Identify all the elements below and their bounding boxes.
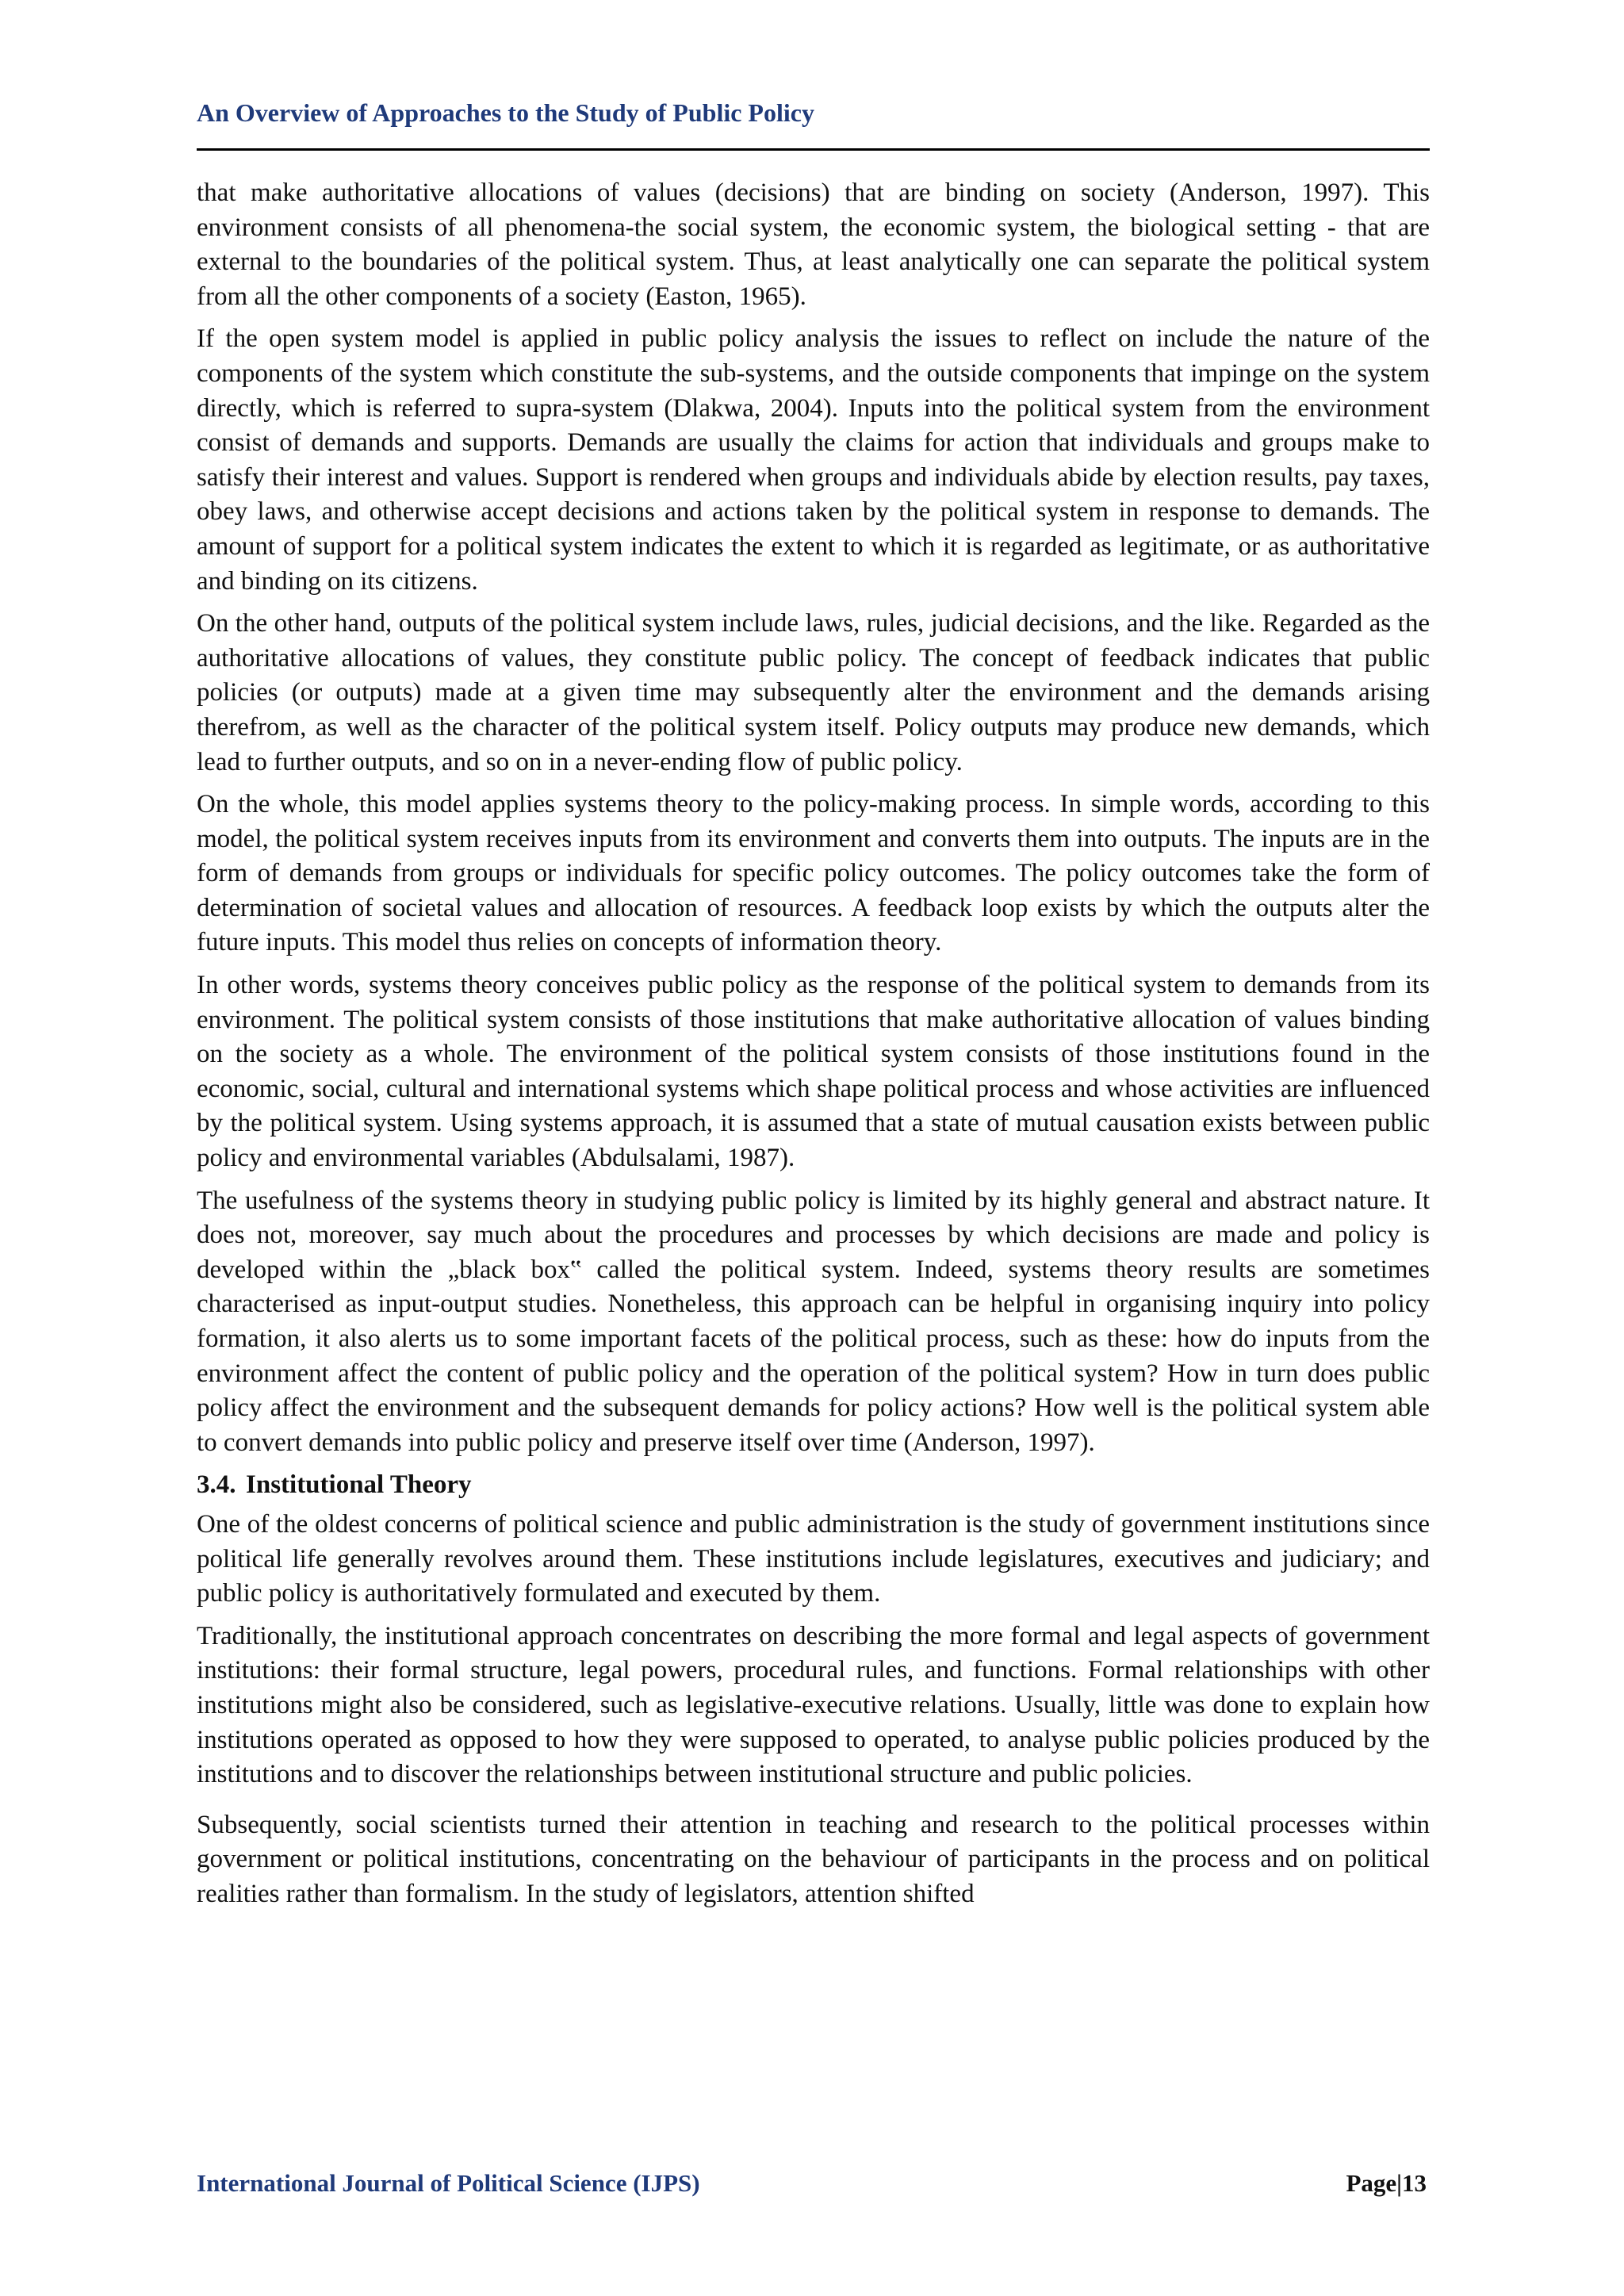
paragraph: In other words, systems theory conceives public policy as the response of the political system to demands from its environment. The political system consists of those institutions that make authoritative allocation of values binding on the society as a whole. The environment of the political system consists of those institutions found in the economic, social, cultural and international systems which shape political process and whose activities are influenced by the political system. Using systems approach, it is assumed that a state of mutual causation exists between public policy and environmental variables (Abdulsalami, 1987).: [197, 971, 1430, 1173]
paragraph: On the whole, this model applies systems theory to the policy-making process. In simple words, according to this model, the political system receives inputs from its environment and converts them into outputs. The inputs are in the form of demands from groups or individuals for specific policy outcomes. The policy outcomes take the form of determination of societal values and allocation of resources. A feedback loop exists by which the outputs alter the future inputs. This model thus relies on concepts of information theory.: [197, 790, 1430, 957]
header-divider: [197, 148, 1430, 151]
document-page: [197, 0, 1430, 2296]
paragraph: Subsequently, social scientists turned their attention in teaching and research to the political processes within government or political institutions, concentrating on the behaviour of participants in the process and on political realities rather than formalism. In the study of legislators, attention shifted: [197, 1810, 1430, 1908]
paragraph: Traditionally, the institutional approach concentrates on describing the more formal and legal aspects of government institutions: their formal structure, legal powers, procedural rules, and functions. Formal relationships with other institutions might also be considered, such as legislative-executive relations. Usually, little was done to explain how institutions operated as opposed to how they were supposed to operated, to analyse public policies produced by the institutions and to discover the relationships between institutional structure and public policies.: [197, 1621, 1430, 1789]
running-header: An Overview of Approaches to the Study of Public Policy: [197, 98, 814, 127]
journal-name: International Journal of Political Science (IJPS): [197, 2169, 700, 2197]
page-number: Page|13: [1346, 2169, 1427, 2197]
paragraph: One of the oldest concerns of political science and public administration is the study of government institutions since political life generally revolves around them. These institutions include legislatures, executives and judiciary; and public policy is authoritatively formulated and executed by them.: [197, 1509, 1430, 1608]
running-footer: [197, 2168, 1430, 2198]
section-heading: [197, 1468, 1430, 1503]
paragraph: The usefulness of the systems theory in studying public policy is limited by its highly general and abstract nature. It does not, moreover, say much about the procedures and processes by which decisions are made and policy is developed within the „black box‟ called the political system. Indeed, systems theory results are sometimes characterised as input-output studies. Nonetheless, this approach can be helpful in organising inquiry into policy formation, it also alerts us to some important facets of the political process, such as these: how do inputs from the environment affect the content of public policy and the operation of the political system? How in turn does public policy affect the environment and the subsequent demands for policy actions? How well is the political system able to convert demands into public policy and preserve itself over time (Anderson, 1997).: [197, 1186, 1430, 1457]
paragraph: If the open system model is applied in public policy analysis the issues to reflect on include the nature of the components of the system which constitute the sub-systems, and the outside components that impinge on the system directly, which is referred to supra-system (Dlakwa, 2004). Inputs into the political system from the environment consist of demands and supports. Demands are usually the claims for action that individuals and groups make to satisfy their interest and values. Support is rendered when groups and individuals abide by election results, pay taxes, obey laws, and otherwise accept decisions and actions taken by the political system in response to demands. The amount of support for a political system indicates the extent to which it is regarded as legitimate, or as authoritative and binding on its citizens.: [197, 324, 1430, 596]
section-number: 3.4.: [197, 1470, 236, 1500]
paragraph: that make authoritative allocations of values (decisions) that are binding on society (Anderson, 1997). This environment consists of all phenomena-the social system, the economic system, the biological setting - that are external to the boundaries of the political system. Thus, at least analytically one can separate the political system from all the other components of a society (Easton, 1965).: [197, 178, 1430, 311]
section-title: Institutional Theory: [246, 1470, 472, 1500]
paragraph: On the other hand, outputs of the political system include laws, rules, judicial decisions, and the like. Regarded as the authoritative allocations of values, they constitute public policy. The concept of feedback indicates that public policies (or outputs) made at a given time may subsequently alter the environment and the demands arising therefrom, as well as the character of the political system itself. Policy outputs may produce new demands, which lead to further outputs, and so on in a never-ending flow of public policy.: [197, 609, 1430, 776]
body-text: [197, 176, 1430, 1920]
